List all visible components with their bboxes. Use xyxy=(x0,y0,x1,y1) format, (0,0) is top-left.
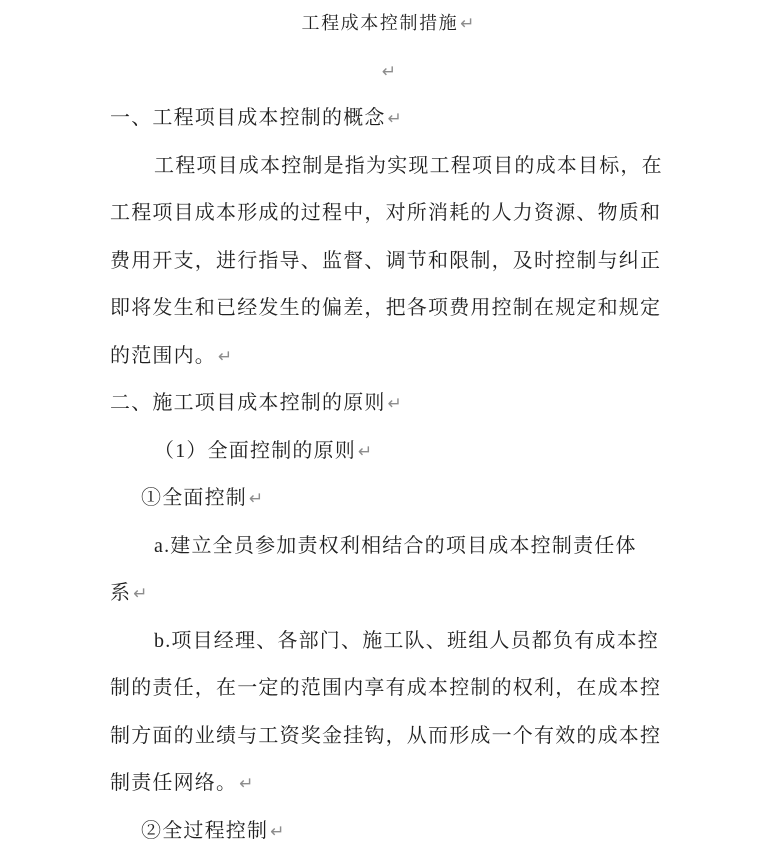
body-text: 工程项目成本形成的过程中，对所消耗的人力资源、物质和 xyxy=(110,202,662,224)
paragraph-mark-icon: ↵ xyxy=(218,346,233,367)
section-heading-1 xyxy=(110,95,666,143)
body-text-line xyxy=(110,238,666,286)
body-text: 的范围内。 xyxy=(110,344,216,367)
body-text: 制责任网络。 xyxy=(110,772,238,794)
paragraph-mark-icon: ↵ xyxy=(387,109,402,129)
paragraph-mark-icon: ↵ xyxy=(460,14,475,34)
section-heading-1-text: 一、工程项目成本控制的概念 xyxy=(110,107,386,129)
body-text-line xyxy=(110,618,666,666)
body-text: 即将发生和已经发生的偏差，把各项费用控制在规定和规定 xyxy=(110,297,662,319)
body-text-line xyxy=(110,333,666,381)
paragraph-mark-icon: ↵ xyxy=(249,489,264,509)
subsection-item-circle-2 xyxy=(110,808,666,850)
paragraph-mark-icon: ↵ xyxy=(387,394,402,414)
paragraph-mark-icon: ↵ xyxy=(358,441,373,462)
body-text: 制方面的业绩与工资奖金挂钩，从而形成一个有效的成本控 xyxy=(110,724,662,747)
body-text: b.项目经理、各部门、施工队、班组人员都负有成本控 xyxy=(154,629,659,652)
body-text-line xyxy=(110,665,666,713)
body-text: a.建立全员参加责权利相结合的项目成本控制责任体 xyxy=(154,534,637,557)
body-text-line xyxy=(110,523,666,571)
document-title xyxy=(110,0,666,48)
body-text: 费用开支，进行指导、监督、调节和限制，及时控制与纠正 xyxy=(110,249,662,272)
document-title-text: 工程成本控制措施 xyxy=(301,13,459,33)
paragraph-mark-icon: ↵ xyxy=(270,821,285,842)
empty-paragraph xyxy=(110,48,666,96)
body-text-line xyxy=(110,190,666,238)
document-text-column xyxy=(110,0,666,850)
body-text: 工程项目成本控制是指为实现工程项目的成本目标，在 xyxy=(154,154,663,177)
subsection-item-circle-2-text: ②全过程控制 xyxy=(141,819,269,842)
section-heading-2-text: 二、施工项目成本控制的原则 xyxy=(110,392,386,414)
subsection-heading-1-text: （1）全面控制的原则 xyxy=(154,439,356,462)
paragraph-mark-icon: ↵ xyxy=(133,584,148,604)
subsection-heading-1 xyxy=(110,428,666,476)
body-text-line xyxy=(110,570,666,618)
paragraph-mark-icon: ↵ xyxy=(239,774,254,794)
paragraph-mark-icon: ↵ xyxy=(381,61,397,82)
subsection-item-circle-1-text: ①全面控制 xyxy=(141,487,247,509)
body-text-line xyxy=(110,760,666,808)
body-text: 系 xyxy=(110,582,132,604)
body-text-line xyxy=(110,143,666,191)
body-text-line xyxy=(110,285,666,333)
body-text: 制的责任，在一定的范围内享有成本控制的权利，在成本控 xyxy=(110,677,662,699)
section-heading-2 xyxy=(110,380,666,428)
body-text-line xyxy=(110,713,666,761)
subsection-item-circle-1 xyxy=(110,475,666,523)
